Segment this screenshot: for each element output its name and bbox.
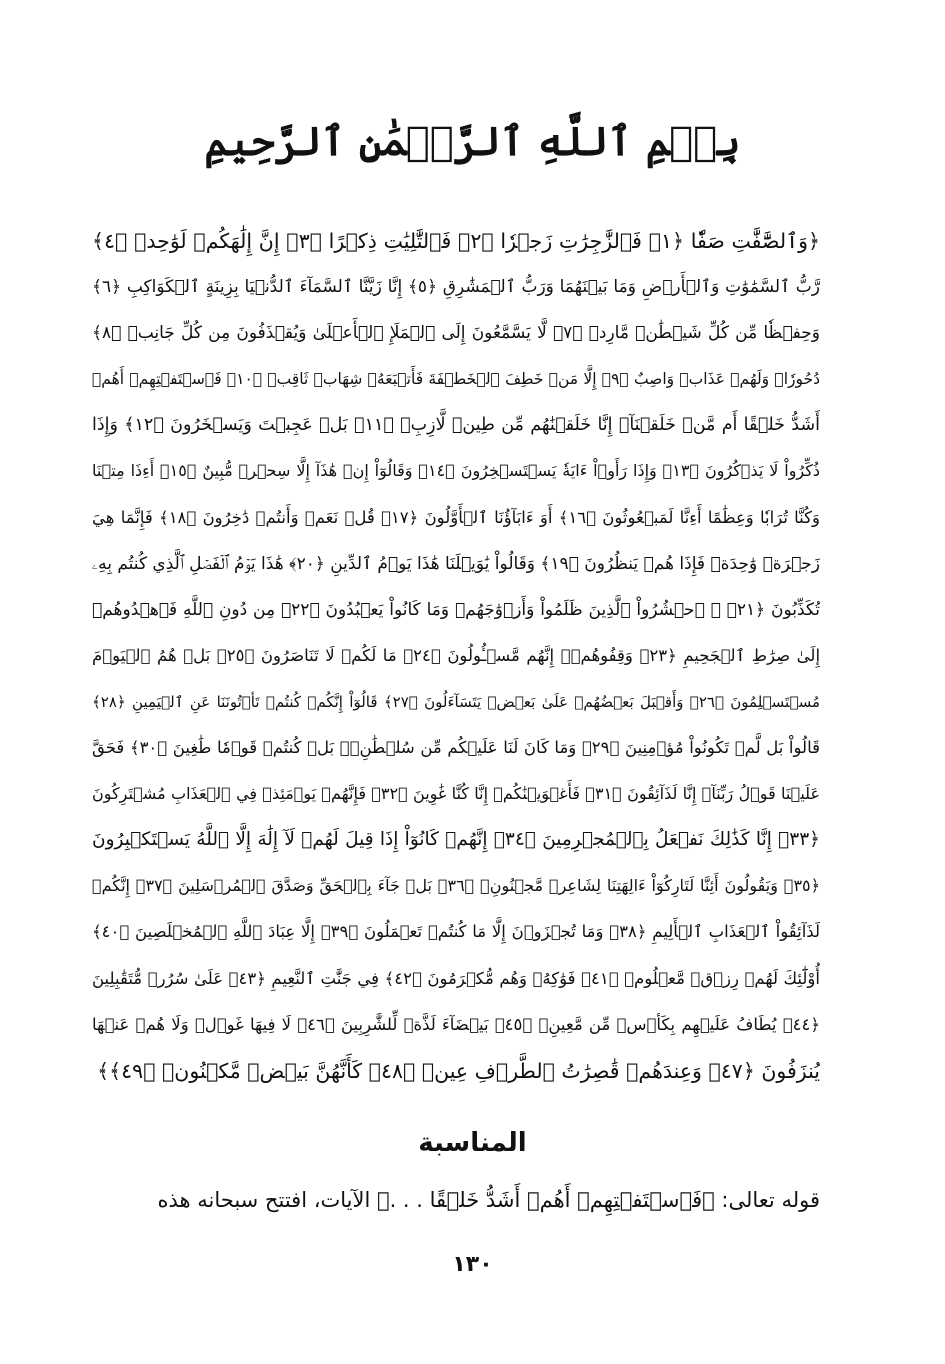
verse-line: ﴿٣٥﴾ وَيَقُولُونَ أَئِنَّا لَتَارِكُوٓاْ ءَالِهَتِنَا لِشَاعِرٖ مَّجۡنُونِۭ ﴿٣٦﴾ بَلۡ جَآءَ بِٱلۡحَقِّ وَصَدَّقَ ٱلۡمُرۡسَلِينَ ﴿٣٧﴾ إِنَّكُمۡ — [92, 876, 820, 896]
verse-line: يُنزَفُونَ ﴿٤٧﴾ وَعِندَهُمۡ قَٰصِرَٰتُ ٱلطَّرۡفِ عِينٞ ﴿٤٨﴾ كَأَنَّهُنَّ بَيۡضٞ مَّكۡنُونٞ ﴿٤٩﴾﴾ — [97, 1058, 820, 1083]
commentary-paragraph: قوله تعالى: ﴿فَٱسۡتَفۡتِهِمۡ أَهُمۡ أَشَدُّ خَلۡقًا . . .﴾ الآيات، افتتح سبحانه هذه — [157, 1188, 820, 1212]
verse-line: تُكَذِّبُونَ ﴿٢١﴾ ۞ ٱحۡشُرُواْ ٱلَّذِينَ ظَلَمُواْ وَأَزۡوَٰجَهُمۡ وَمَا كَانُواْ يَعۡبُدُونَ ﴿٢٢﴾ مِن دُونِ ٱللَّهِ فَٱهۡدُوهُمۡ — [92, 599, 820, 620]
verse-line: مُسۡتَسۡلِمُونَ ﴿٢٦﴾ وَأَقۡبَلَ بَعۡضُهُمۡ عَلَىٰ بَعۡضٖ يَتَسَآءَلُونَ ﴿٢٧﴾ قَالُوٓاْ إِنَّكُمۡ كُنتُمۡ تَأۡتُونَنَا عَنِ ٱلۡيَمِينِ ﴿٢٨﴾ — [92, 692, 820, 711]
verse-line: قَالُواْ بَل لَّمۡ تَكُونُواْ مُؤۡمِنِينَ ﴿٢٩﴾ وَمَا كَانَ لَنَا عَلَيۡكُم مِّن سُلۡطَٰنِۭۖ بَلۡ كُنتُمۡ قَوۡمٗا طَٰغِينَ ﴿٣٠﴾ فَحَقَّ — [92, 738, 820, 758]
quran-verses-block — [92, 218, 820, 1094]
verse-line: ﴿٣٣﴾ إِنَّا كَذَٰلِكَ نَفۡعَلُ بِٱلۡمُجۡرِمِينَ ﴿٣٤﴾ إِنَّهُمۡ كَانُوٓاْ إِذَا قِيلَ لَهُمۡ لَآ إِلَٰهَ إِلَّا ٱللَّهُ يَسۡتَكۡبِرُونَ — [92, 829, 820, 851]
verse-line: رَّبُّ ٱلسَّمَٰوَٰتِ وَٱلۡأَرۡضِ وَمَا بَيۡنَهُمَا وَرَبُّ ٱلۡمَشَٰرِقِ ﴿٥﴾ إِنَّا زَيَّنَّا ٱلسَّمَآءَ ٱلدُّنۡيَا بِزِينَةٍ ٱلۡكَوَاكِبِ ﴿٦﴾ — [92, 277, 820, 298]
verse-line: أَشَدُّ خَلۡقًا أَم مَّنۡ خَلَقۡنَآۚ إِنَّا خَلَقۡنَٰهُم مِّن طِينٖ لَّازِبِۭ ﴿١١﴾ بَلۡ عَجِبۡتَ وَيَسۡخَرُونَ ﴿١٢﴾ وَإِذَا — [92, 415, 820, 436]
verse-line: إِلَىٰ صِرَٰطِ ٱلۡجَحِيمِ ﴿٢٣﴾ وَقِفُوهُمۡۖ إِنَّهُم مَّسۡـُٔولُونَ ﴿٢٤﴾ مَا لَكُمۡ لَا تَنَاصَرُونَ ﴿٢٥﴾ بَلۡ هُمُ ٱلۡيَوۡمَ — [92, 645, 820, 665]
page-number: ١٣٠ — [452, 1252, 493, 1277]
verse-line: زَجۡرَةٞ وَٰحِدَةٞ فَإِذَا هُمۡ يَنظُرُونَ ﴿١٩﴾ وَقَالُواْ يَٰوَيۡلَنَا هَٰذَا يَوۡمُ ٱلدِّينِ ﴿٢٠﴾ هَٰذَا يَوۡمُ ٱلۡفَصۡلِ ٱلَّذِي كُنتُم بِهِۦ — [92, 553, 820, 574]
section-heading: المناسبة — [418, 1128, 527, 1158]
verse-line: وَحِفۡظٗا مِّن كُلِّ شَيۡطَٰنٖ مَّارِدٖ ﴿٧﴾ لَّا يَسَّمَّعُونَ إِلَى ٱلۡمَلَإِ ٱلۡأَعۡلَىٰ وَيُقۡذَفُونَ مِن كُلِّ جَانِبٖ ﴿٨﴾ — [92, 323, 820, 344]
verse-line: أُوْلَٰٓئِكَ لَهُمۡ رِزۡقٞ مَّعۡلُومٞ ﴿٤١﴾ فَوَٰكِهُۖ وَهُم مُّكۡرَمُونَ ﴿٤٢﴾ فِي جَنَّٰتِ ٱلنَّعِيمِ ﴿٤٣﴾ عَلَىٰ سُرُرٖ مُّتَقَٰبِلِينَ — [92, 968, 820, 988]
verse-line: ﴿وَٱلصَّٰٓفَّٰتِ صَفّٗا ﴿١﴾ فَٱلزَّٰجِرَٰتِ زَجۡرٗا ﴿٢﴾ فَٱلتَّٰلِيَٰتِ ذِكۡرًا ﴿٣﴾ إِنَّ إِلَٰهَكُمۡ لَوَٰحِدٞ ﴿٤﴾ — [92, 229, 820, 253]
basmala-heading: بِسۡمِ ٱللَّهِ ٱلرَّحۡمَٰنِ ٱلرَّحِيمِ — [204, 118, 741, 165]
verse-line: ذُكِّرُواْ لَا يَذۡكُرُونَ ﴿١٣﴾ وَإِذَا رَأَوۡاْ ءَايَةٗ يَسۡتَسۡخِرُونَ ﴿١٤﴾ وَقَالُوٓاْ إِنۡ هَٰذَآ إِلَّا سِحۡرٞ مُّبِينٌ ﴿١٥﴾ أَءِذَا مِتۡنَا — [92, 461, 820, 481]
verse-line: ﴿٤٤﴾ يُطَافُ عَلَيۡهِم بِكَأۡسٖ مِّن مَّعِينِۭ ﴿٤٥﴾ بَيۡضَآءَ لَذَّةٖ لِّلشَّٰرِبِينَ ﴿٤٦﴾ لَا فِيهَا غَوۡلٞ وَلَا هُمۡ عَنۡهَا — [92, 1014, 820, 1034]
verse-line: عَلَيۡنَا قَوۡلُ رَبِّنَآۖ إِنَّا لَذَآئِقُونَ ﴿٣١﴾ فَأَغۡوَيۡنَٰكُمۡ إِنَّا كُنَّا غَٰوِينَ ﴿٣٢﴾ فَإِنَّهُمۡ يَوۡمَئِذٖ فِي ٱلۡعَذَابِ مُشۡتَرِكُونَ — [92, 784, 820, 804]
verse-line: وَكُنَّا تُرَابٗا وَعِظَٰمًا أَءِنَّا لَمَبۡعُوثُونَ ﴿١٦﴾ أَوَ ءَابَآؤُنَا ٱلۡأَوَّلُونَ ﴿١٧﴾ قُلۡ نَعَمۡ وَأَنتُمۡ دَٰخِرُونَ ﴿١٨﴾ فَإِنَّمَا هِيَ — [92, 507, 820, 527]
verse-line: دُحُورٗاۖ وَلَهُمۡ عَذَابٞ وَاصِبٌ ﴿٩﴾ إِلَّا مَنۡ خَطِفَ ٱلۡخَطۡفَةَ فَأَتۡبَعَهُۥ شِهَابٞ ثَاقِبٞ ﴿١٠﴾ فَٱسۡتَفۡتِهِمۡ أَهُمۡ — [92, 370, 820, 389]
verse-line: لَذَآئِقُواْ ٱلۡعَذَابِ ٱلۡأَلِيمِ ﴿٣٨﴾ وَمَا تُجۡزَوۡنَ إِلَّا مَا كُنتُمۡ تَعۡمَلُونَ ﴿٣٩﴾ إِلَّا عِبَادَ ٱللَّهِ ٱلۡمُخۡلَصِينَ ﴿٤٠﴾ — [92, 922, 820, 942]
